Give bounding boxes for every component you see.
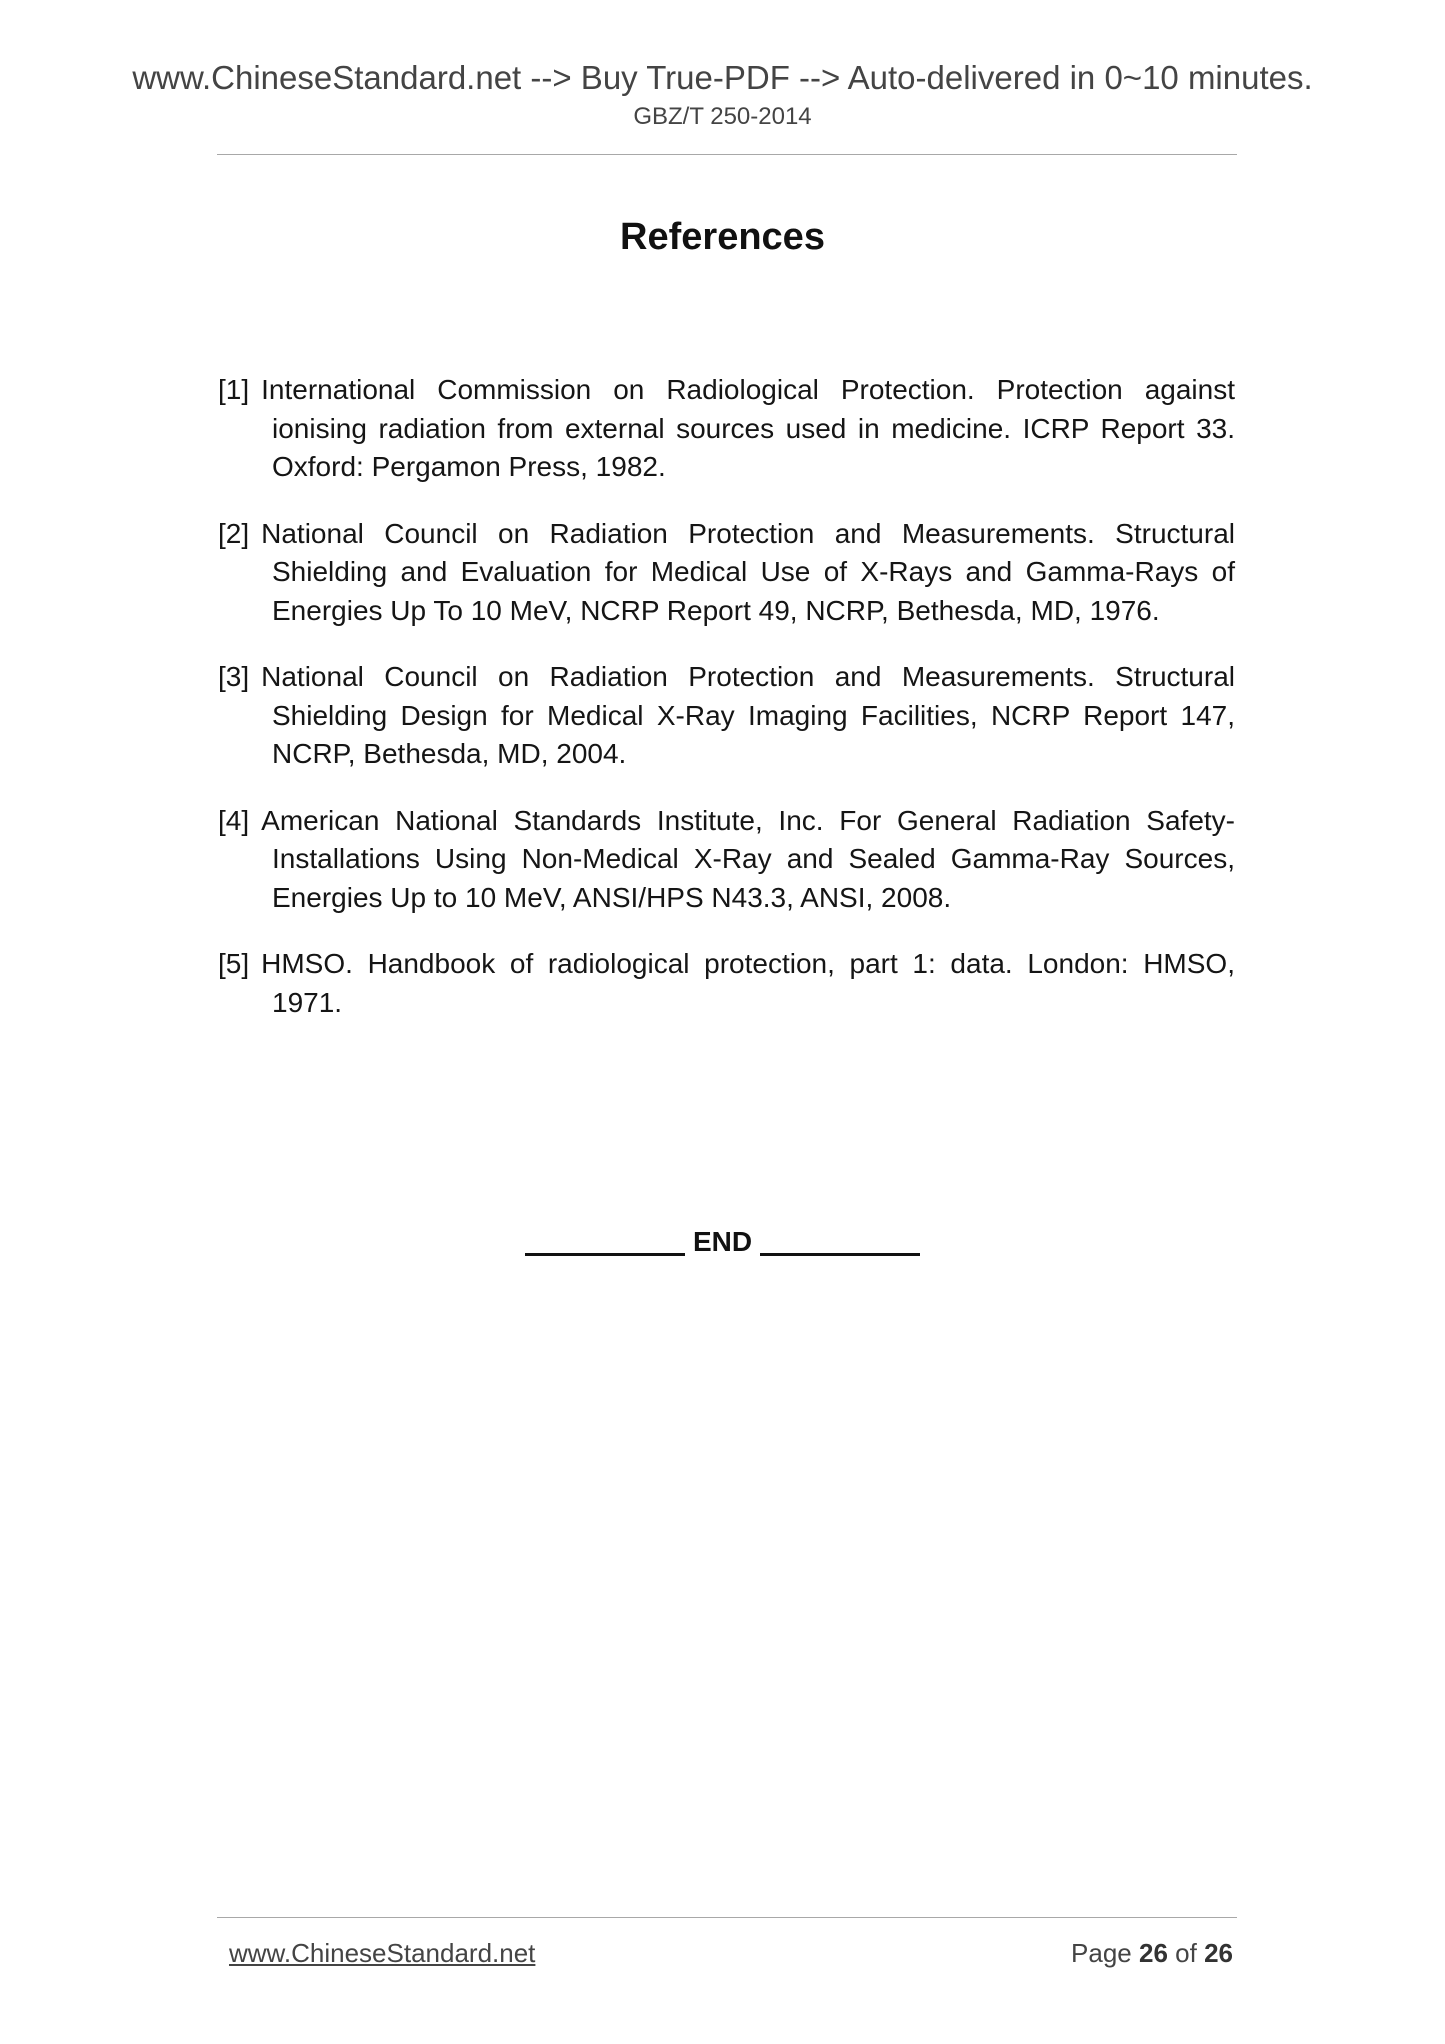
reference-text: National Council on Radiation Protection and Measurements. Structural Shielding and Evaluation for Medical Use of X-Rays and Gamma-Rays of Energies Up To 10 MeV, NCRP Report 49, NCRP, Bethesda, MD, 1976.: [261, 517, 1235, 626]
page-title: References: [620, 216, 825, 258]
end-marker: [0, 1224, 1445, 1260]
reference-list: [218, 371, 1235, 1050]
page-current: 26: [1139, 1938, 1168, 1968]
end-line-left: [525, 1224, 685, 1256]
reference-number: [5]: [218, 948, 250, 979]
of-word: of: [1175, 1938, 1197, 1968]
footer-site-link[interactable]: www.ChineseStandard.net: [229, 1938, 536, 1968]
reference-text: International Commission on Radiological Protection. Protection against ionising radiation from external sources used in medicine. ICRP Report 33. Oxford: Pergamon Press, 1982.: [261, 374, 1235, 482]
reference-number: [1]: [218, 374, 250, 405]
reference-number: [4]: [218, 804, 250, 836]
header-divider: [217, 154, 1237, 155]
page-number: [1071, 1936, 1233, 1970]
reference-text: American National Standards Institute, Inc. For General Radiation Safety-Installations Using Non-Medical X-Ray and Sealed Gamma-Ray Sources, Energies Up to 10 MeV, ANSI/HPS N43.3, ANSI, 2008.: [261, 804, 1235, 913]
page-word: Page: [1071, 1938, 1132, 1968]
reference-item-5: [218, 945, 1235, 1022]
header-banner: www.ChineseStandard.net --> Buy True-PDF --> Auto-delivered in 0~10 minutes.: [132, 59, 1313, 96]
reference-text: National Council on Radiation Protection and Measurements. Structural Shielding Design for Medical X-Ray Imaging Facilities, NCRP Report 147, NCRP, Bethesda, MD, 2004.: [261, 661, 1235, 769]
reference-item-1: [218, 371, 1235, 487]
page-total: 26: [1204, 1938, 1233, 1968]
end-line-right: [760, 1224, 920, 1256]
standard-code: GBZ/T 250-2014: [633, 103, 812, 130]
reference-item-4: [218, 802, 1235, 918]
end-label: END: [692, 1226, 753, 1257]
reference-item-2: [218, 515, 1235, 631]
footer-divider: [217, 1917, 1237, 1918]
reference-number: [3]: [218, 661, 250, 692]
reference-text: HMSO. Handbook of radiological protection, part 1: data. London: HMSO, 1971.: [261, 948, 1235, 1018]
reference-item-3: [218, 658, 1235, 774]
reference-number: [2]: [218, 517, 250, 549]
